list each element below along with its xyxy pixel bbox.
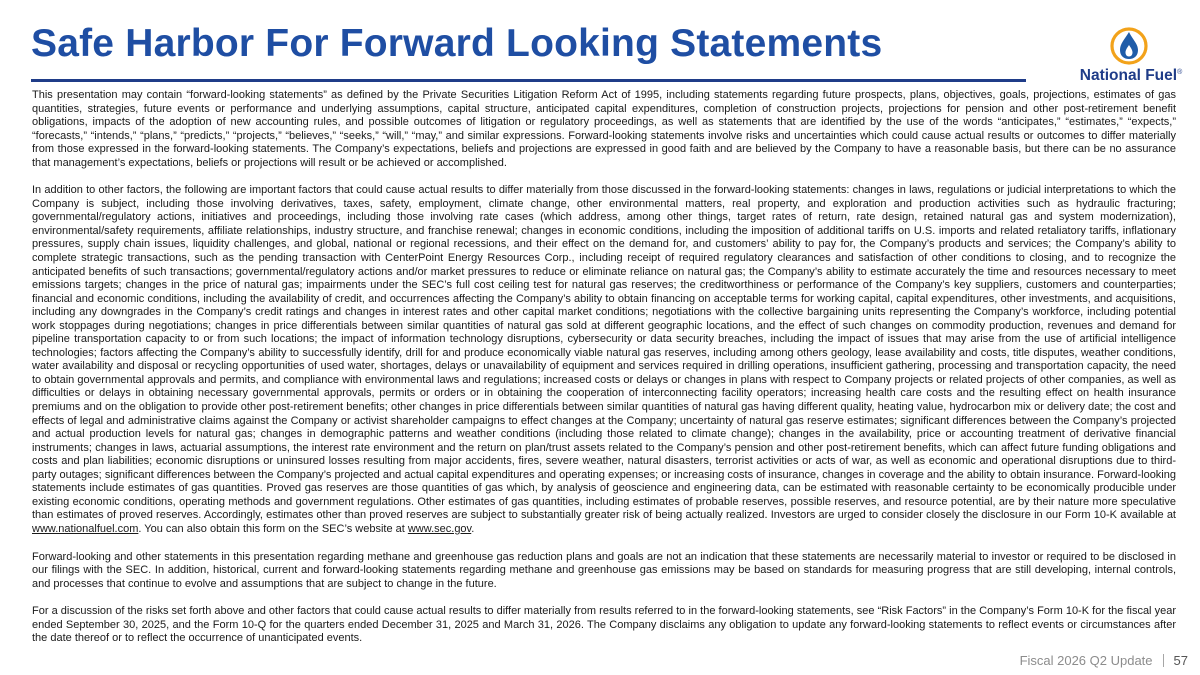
nationalfuel-website-link[interactable]: www.nationalfuel.com [32, 522, 139, 535]
title-divider [31, 79, 1026, 82]
disclaimer-body [32, 89, 1176, 660]
paragraph-risk-factors-text: In addition to other factors, the following are important factors that could cause actual results to differ materially from those discussed in the forward-looking statements: changes in laws, regulations or judicial interpretations to which the Company is subject, including those involving derivatives, taxes, safety, employment, climate change, other environmental matters, real property, and exploration and production activities such as hydraulic fracturing; governmental/regulatory actions, initiatives and proceedings, including those involving rate cases (which address, among other things, target rates of return, rate design, retained natural gas and system modernization), environmental/safety requirements, affiliate relationships, industry structure, and franchise renewal; changes in economic conditions, including the imposition of additional tariffs on U.S. imports and related retaliatory tariffs, inflationary pressures, supply chain issues, liquidity challenges, and global, national or regional recessions, and their effect on the demand for, and customers’ ability to pay for, the Company’s products and services; the Company’s ability to complete strategic transactions, such as the pending transaction with CenterPoint Energy Resources Corp., including receipt of required regulatory clearances and satisfaction of other conditions to closing, and to recognize the anticipated benefits of such transactions; governmental/regulatory actions and/or market pressures to reduce or eliminate reliance on natural gas; the Company’s ability to estimate accurately the time and resources necessary to meet emissions targets; changes in the price of natural gas; impairments under the SEC’s full cost ceiling test for natural gas reserves; the creditworthiness or performance of the Company’s key suppliers, customers and counterparties; financial and economic conditions, including the availability of credit, and occurrences affecting the Company’s ability to obtain financing on acceptable terms for working capital, capital expenditures, other investments, and acquisitions, including any downgrades in the Company’s credit ratings and changes in interest rates and other capital market conditions; negotiations with the collective bargaining units representing the Company’s workforce, including potential work stoppages during negotiations; changes in price differentials between similar quantities of natural gas sold at different geographic locations, and the effect of such changes on commodity production, revenues and demand for pipeline transportation capacity to or from such locations; the impact of information technology disruptions, cybersecurity or data security breaches, including the impact of issues that may arise from the use of artificial intelligence technologies; factors affecting the Company’s ability to successfully identify, drill for and produce economically viable natural gas reserves, including among others geology, lease availability and costs, title disputes, weather conditions, water availability and disposal or recycling opportunities of used water, shortages, delays or unavailability of equipment and services required in drilling operations, insufficient gathering, processing and transportation capacity, the need to obtain governmental approvals and permits, and compliance with environmental laws and regulations; increased costs or delays or changes in plans with respect to Company projects or related projects of other companies, as well as difficulties or delays in obtaining necessary governmental approvals, permits or orders or in obtaining the cooperation of interconnecting facility operators; increasing health care costs and the resulting effect on health insurance premiums and on the obligation to provide other post-retirement benefits; other changes in price differentials between similar quantities of natural gas having different quality, heating value, hydrocarbon mix or delivery date; the cost and effects of legal and administrative claims against the Company or activist shareholder campaigns to effect changes at the Company; uncertainty of natural gas reserve estimates; significant differences between the Company’s projected and actual production levels for natural gas; changes in demographic patterns and weather conditions (including those related to climate change); changes in the availability, price or accounting treatment of derivative financial instruments; changes in laws, actuarial assumptions, the interest rate environment and the return on plan/trust assets related to the Company’s pension and other post-retirement benefits, which can affect future funding obligations and costs and plan liabilities; economic disruptions or uninsured losses resulting from major accidents, fires, severe weather, natural disasters, terrorist activities or acts of war, as well as economic and operational disruptions due to third-party outages; significant differences between the Company’s projected and actual capital expenditures and operating expenses; or increasing costs of insurance, changes in coverage and the ability to obtain insurance. Forward-looking statements include estimates of gas quantities. Proved gas reserves are those quantities of gas which, by analysis of geoscience and engineering data, can be estimated with reasonable certainty to be economically producible under existing economic conditions, operating methods and government regulations. Other estimates of gas quantities, including estimates of probable reserves, possible reserves, and resource potential, are by their nature more speculative than estimates of proved reserves. Accordingly, estimates other than proved reserves are subject to substantially greater risk of being actually realized. Investors are urged to consider closely the disclosure in our Form 10-K available at [32, 184, 1176, 522]
paragraph-disclaimer-update: For a discussion of the risks set forth above and other factors that could cause actual results to differ materially from results referred to in the forward-looking statements, see “Risk Factors” in the Company’s Form 10-K for the fiscal year ended September 30, 2025, and the Form 10-Q for the quarters ended December 31, 2025 and March 31, 2026. The Company disclaims any obligation to update any forward-looking statements to reflect events or circumstances after the date thereof or to reflect the occurrence of unanticipated events. [32, 605, 1176, 645]
page-title: Safe Harbor For Forward Looking Statements [31, 22, 883, 65]
trademark-symbol: ® [1177, 68, 1183, 76]
paragraph-risk-factors-mid: . You can also obtain this form on the SEC’s website at [138, 522, 408, 535]
paragraph-forward-looking: This presentation may contain “forward-looking statements” as defined by the Private Securities Litigation Reform Act of 1995, including statements regarding future prospects, plans, objectives, goals, projections, estimates of gas quantities, strategies, future events or performance and underlying assumptions, capital structure, anticipated capital expenditures, completion of construction projects, projections for pension and other post-retirement benefit obligations, impacts of the adoption of new accounting rules, and possible outcomes of litigation or regulatory proceedings, as well as statements that are identified by the use of the words “anticipates,” “estimates,” “expects,” “forecasts,” “intends,” “plans,” “predicts,” “projects,” “believes,” “seeks,” “will,” “may,” and similar expressions. Forward-looking statements involve risks and uncertainties which could cause actual results or outcomes to differ materially from those expressed in the forward-looking statements. The Company’s expectations, beliefs and projections are expressed in good faith and are believed by the Company to have a reasonable basis, but there can be no assurance that management’s expectations, beliefs or projections will result or be achieved or accomplished. [32, 89, 1176, 169]
logo-text: National Fuel [1079, 67, 1178, 84]
sec-website-link[interactable]: www.sec.gov [407, 522, 472, 535]
national-fuel-logo [1074, 26, 1188, 86]
paragraph-risk-factors-end: . [471, 522, 475, 535]
footer-divider [1163, 654, 1164, 667]
logo-wordmark [1074, 67, 1188, 85]
footer-label: Fiscal 2026 Q2 Update [1019, 653, 1153, 668]
flame-icon [1109, 26, 1149, 66]
paragraph-methane-ghg: Forward-looking and other statements in this presentation regarding methane and greenhouse gas reduction plans and goals are not an indication that these statements are necessarily material to investor or required to be disclosed in our filings with the SEC. In addition, historical, current and forward-looking statements regarding methane and greenhouse gas emissions may be based on standards for measuring progress that are still developing, internal controls, and processes that continue to evolve and assumptions that are subject to change in the future. [32, 550, 1176, 590]
page-number: 57 [1173, 653, 1188, 668]
slide-footer [1020, 653, 1188, 668]
paragraph-risk-factors [32, 184, 1176, 536]
